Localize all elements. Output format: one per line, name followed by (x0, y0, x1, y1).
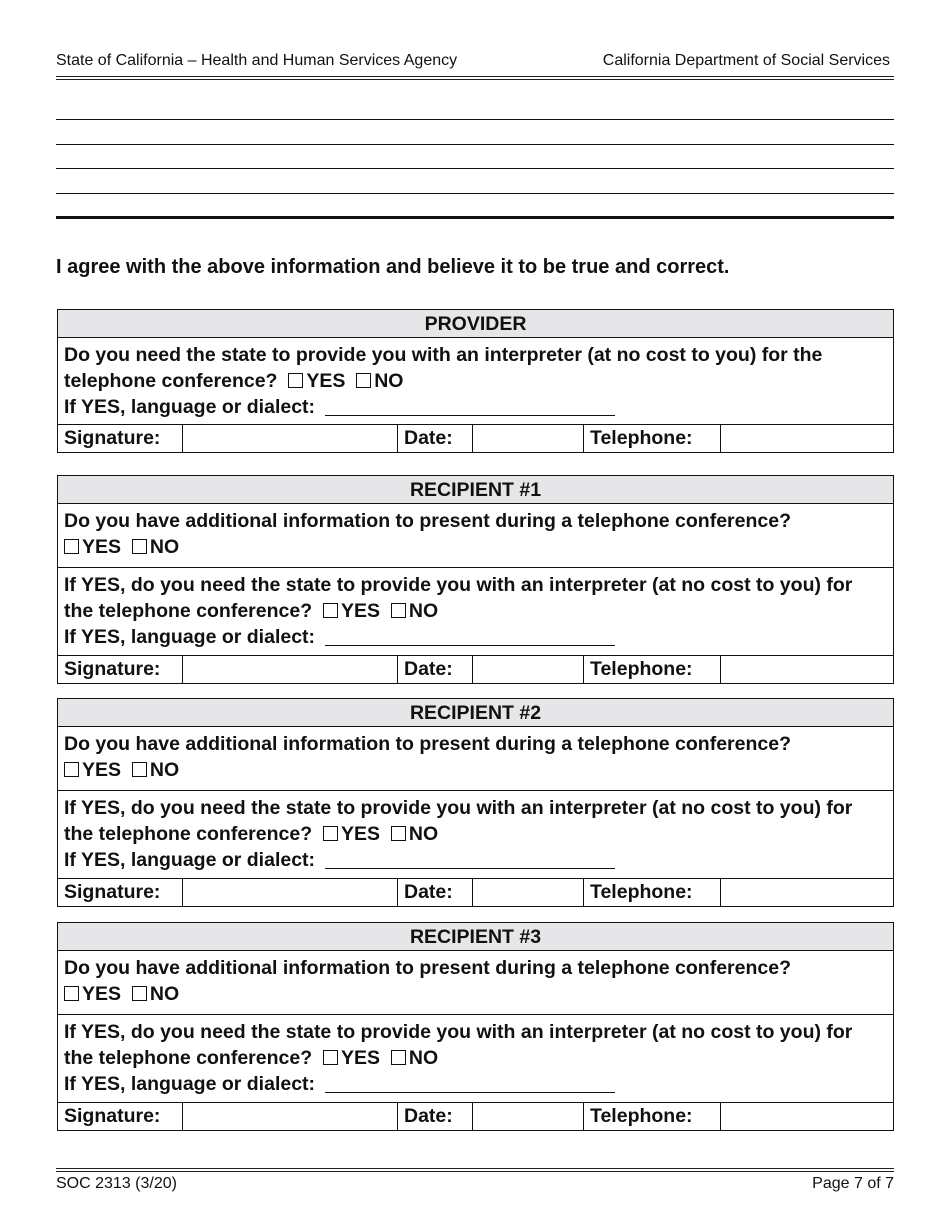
language-field[interactable] (325, 398, 615, 416)
no-label: NO (374, 370, 404, 392)
language-field[interactable] (325, 628, 615, 646)
question-text: Do you need the state to provide you with an interpreter (at no cost to you) for the telephone conference? (64, 344, 823, 392)
telephone-label: Telephone: (584, 879, 721, 906)
signature-label: Signature: (58, 656, 183, 683)
yes-label: YES (340, 600, 381, 622)
date-field[interactable] (473, 425, 584, 452)
signature-field[interactable] (183, 879, 398, 906)
date-label: Date: (398, 1103, 473, 1130)
telephone-field[interactable] (721, 656, 893, 683)
question-text: Do you have additional information to present during a telephone conference? (64, 733, 791, 755)
no-label: NO (408, 1047, 439, 1069)
section-title: RECIPIENT #3 (58, 923, 893, 951)
no-checkbox[interactable] (132, 986, 147, 1001)
no-label: NO (149, 536, 180, 558)
no-checkbox[interactable] (132, 539, 147, 554)
yes-label: YES (82, 536, 122, 558)
question-text: Do you have additional information to present during a telephone conference? (64, 510, 791, 532)
recipient-1-section (57, 475, 894, 684)
interpreter-question (58, 791, 893, 879)
footer-divider (56, 1168, 894, 1172)
yes-checkbox[interactable] (323, 826, 338, 841)
question-text: Do you have additional information to present during a telephone conference? (64, 957, 791, 979)
provider-section (57, 309, 894, 453)
signature-label: Signature: (58, 425, 183, 452)
additional-info-question (58, 727, 893, 791)
writing-line[interactable] (56, 144, 894, 145)
signature-field[interactable] (183, 656, 398, 683)
telephone-field[interactable] (721, 425, 893, 452)
yes-checkbox[interactable] (323, 1050, 338, 1065)
yes-label: YES (82, 983, 122, 1005)
telephone-field[interactable] (721, 1103, 893, 1130)
date-field[interactable] (473, 1103, 584, 1130)
no-label: NO (149, 759, 180, 781)
recipient-2-section (57, 698, 894, 907)
yes-checkbox[interactable] (323, 603, 338, 618)
recipient-3-section (57, 922, 894, 1131)
no-checkbox[interactable] (391, 603, 406, 618)
yes-checkbox[interactable] (64, 986, 79, 1001)
writing-line[interactable] (56, 216, 894, 219)
signature-label: Signature: (58, 879, 183, 906)
date-label: Date: (398, 879, 473, 906)
date-label: Date: (398, 656, 473, 683)
yes-checkbox[interactable] (64, 539, 79, 554)
no-checkbox[interactable] (356, 373, 371, 388)
signature-row (58, 425, 893, 452)
writing-line[interactable] (56, 193, 894, 194)
section-title: RECIPIENT #1 (58, 476, 893, 504)
telephone-label: Telephone: (584, 1103, 721, 1130)
no-label: NO (149, 983, 180, 1005)
no-label: NO (408, 600, 439, 622)
language-label: If YES, language or dialect: (64, 849, 316, 871)
signature-field[interactable] (183, 425, 398, 452)
section-title: RECIPIENT #2 (58, 699, 893, 727)
page-header (56, 52, 894, 72)
section-title: PROVIDER (58, 310, 893, 338)
interpreter-question (58, 568, 893, 656)
question-text: If YES, do you need the state to provide you with an interpreter (at no cost to you) for the telephone conference? (64, 574, 853, 622)
department-name: California Department of Social Services (602, 52, 890, 69)
page-number: Page 7 of 7 (812, 1175, 894, 1192)
question-text: If YES, do you need the state to provide you with an interpreter (at no cost to you) for the telephone conference? (64, 797, 853, 845)
interpreter-question (58, 338, 893, 425)
language-field[interactable] (325, 851, 615, 869)
yes-checkbox[interactable] (64, 762, 79, 777)
language-label: If YES, language or dialect: (64, 396, 316, 418)
yes-checkbox[interactable] (288, 373, 303, 388)
agreement-statement: I agree with the above information and believe it to be true and correct. (56, 256, 730, 278)
signature-field[interactable] (183, 1103, 398, 1130)
no-checkbox[interactable] (391, 1050, 406, 1065)
date-label: Date: (398, 425, 473, 452)
no-checkbox[interactable] (391, 826, 406, 841)
yes-label: YES (82, 759, 122, 781)
no-label: NO (408, 823, 439, 845)
agency-name: State of California – Health and Human Services Agency (56, 52, 458, 69)
writing-line[interactable] (56, 119, 894, 120)
signature-row (58, 879, 893, 906)
telephone-label: Telephone: (584, 425, 721, 452)
language-field[interactable] (325, 1075, 615, 1093)
date-field[interactable] (473, 656, 584, 683)
question-text: If YES, do you need the state to provide you with an interpreter (at no cost to you) for the telephone conference? (64, 1021, 853, 1069)
yes-label: YES (340, 1047, 381, 1069)
telephone-label: Telephone: (584, 656, 721, 683)
signature-row (58, 1103, 893, 1130)
yes-label: YES (340, 823, 381, 845)
interpreter-question (58, 1015, 893, 1103)
telephone-field[interactable] (721, 879, 893, 906)
additional-info-question (58, 504, 893, 568)
additional-info-question (58, 951, 893, 1015)
writing-line[interactable] (56, 168, 894, 169)
form-id: SOC 2313 (3/20) (56, 1175, 177, 1192)
language-label: If YES, language or dialect: (64, 626, 316, 648)
header-divider (56, 76, 894, 80)
signature-row (58, 656, 893, 683)
language-label: If YES, language or dialect: (64, 1073, 316, 1095)
date-field[interactable] (473, 879, 584, 906)
yes-label: YES (306, 370, 346, 392)
signature-label: Signature: (58, 1103, 183, 1130)
no-checkbox[interactable] (132, 762, 147, 777)
